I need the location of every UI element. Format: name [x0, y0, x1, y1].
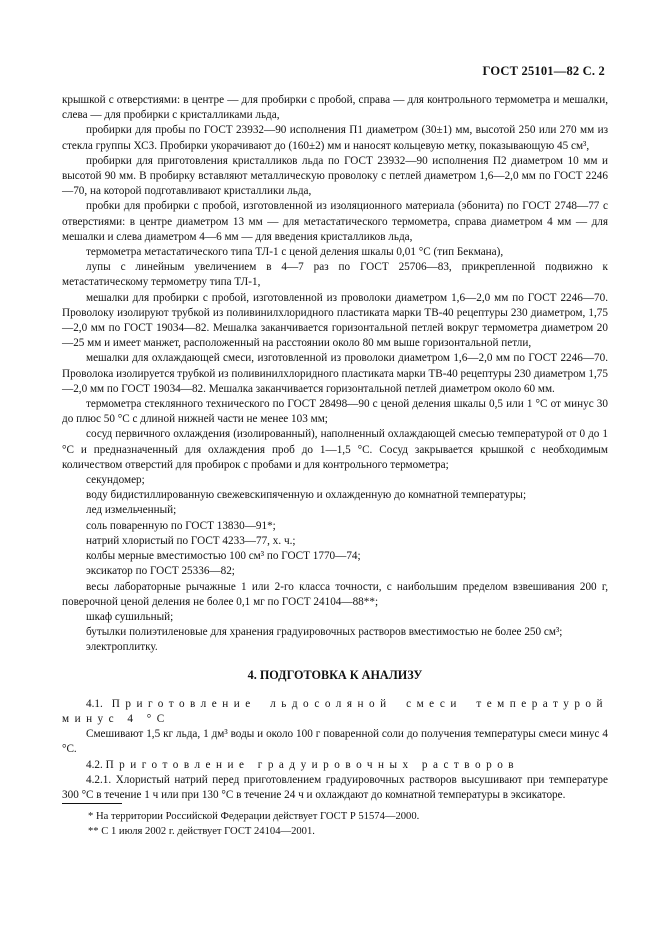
footnotes: [62, 803, 608, 839]
paragraph: термометра метастатического типа ТЛ-1 с ценой деления шкалы 0,01 °С (тип Бекмана),: [86, 246, 504, 259]
footnote: * На территории Российской Федерации действует ГОСТ Р 51574—2000.: [88, 811, 420, 822]
subsection-4-1-heading: [62, 697, 608, 727]
section-title: 4. ПОДГОТОВКА К АНАЛИЗУ: [247, 667, 423, 682]
paragraph: натрий хлористый по ГОСТ 4233—77, х. ч.;: [86, 534, 296, 547]
page-header: ГОСТ 25101—82 С. 2: [482, 64, 605, 78]
paragraph: соль поваренную по ГОСТ 13830—91*;: [86, 519, 276, 532]
subsection-number: 4.2.: [86, 758, 103, 771]
paragraph: термометра стеклянного технического по ГОСТ 28498—90 с ценой деления шкалы 0,5 или 1 °С от минус 30 до плюс 50 °С с длиной нижней части не менее 103 мм;: [62, 398, 608, 426]
paragraph: воду бидистиллированную свежевскипяченную и охлажденную до комнатной температуры;: [86, 489, 527, 502]
subsection-number: 4.1.: [86, 697, 103, 710]
paragraph: лупы с линейным увеличением в 4—7 раз по ГОСТ 25706—83, прикрепленной подвижно к метастатическому термометру типа ТЛ-1,: [62, 261, 608, 289]
paragraph: 4.2.1. Хлористый натрий перед приготовлением градуировочных растворов высушивают при температуре 300 °С в течение 1 ч или при 130 °С в течение 24 ч и охлаждают до комнатной температуры в эксикаторе.: [62, 773, 608, 801]
paragraph: мешалки для охлаждающей смеси, изготовленной из проволоки диаметром 1,6—2,0 мм по ГОСТ 2246—70. Проволока изолируется трубкой из поливинилхлоридного пластиката марки ТВ-40 рецептуры 230 диаметром 1,75—2,0 мм по ГОСТ 19034—82. Мешалка заканчивается горизонтальной петлей диаметром около 60 мм.: [62, 352, 608, 395]
paragraph: бутылки полиэтиленовые для хранения градуировочных растворов вместимостью не более 250 см³;: [86, 626, 563, 639]
paragraph: Смешивают 1,5 кг льда, 1 дм³ воды и около 100 г поваренной соли до получения температуры смеси минус 4 °С.: [62, 728, 608, 756]
paragraph: лед измельченный;: [86, 504, 177, 517]
paragraph: шкаф сушильный;: [86, 610, 174, 623]
paragraph: мешалки для пробирки с пробой, изготовленной из проволоки диаметром 1,6—2,0 мм по ГОСТ 2246—70. Проволоку изолируют трубкой из поливинилхлоридного пластиката марки ТВ-40 рецептуры 230 диаметром, 1,75—2,0 мм по ГОСТ 19034—82. Мешалка заканчивается горизонтальной петлей вокруг термометра диаметром 20—25 мм и имеет манжет, расположенный на расстоянии около 80 мм выше горизонтальной петли,: [62, 291, 608, 350]
paragraph: крышкой с отверстиями: в центре — для пробирки с пробой, справа — для контрольного термометра и мешалки, слева — для пробирки с кристалликами льда,: [62, 94, 608, 122]
document-body: [62, 93, 608, 803]
paragraph: сосуд первичного охлаждения (изолированный), наполненный охлаждающей смесью температурой от 0 до 1 °С и предназначенный для охлаждения проб до 1—1,5 °С. Сосуд закрывается крышкой с необходимым количеством отверстий для пробирок с пробами и для контрольного термометра;: [62, 428, 608, 471]
paragraph: электроплитку.: [86, 641, 158, 654]
paragraph: пробирки для приготовления кристалликов льда по ГОСТ 23932—90 исполнения П2 диаметром 10 мм и высотой 90 мм. В пробирку вставляют металлическую проволоку с петлей диаметром 1,6—2,0 мм по ГОСТ 2246—70, на которой подготавливают кристаллики льда,: [62, 154, 608, 198]
subsection-4-2-heading: [62, 758, 608, 773]
paragraph: пробки для пробирки с пробой, изготовленной из изоляционного материала (эбонита) по ГОСТ 2748—77 с отверстиями: в центре диаметром 13 мм — для метастатического термометра, справа диаметром 4 мм — для мешалки и слева диаметром 4—6 мм — для введения кристалликов льда,: [62, 200, 608, 243]
footnote-divider: [62, 803, 122, 804]
paragraph: весы лабораторные рычажные 1 или 2-го класса точности, с наибольшим пределом взвешивания 200 г, поверочной ценой деления не более 0,1 мг по ГОСТ 24104—88**;: [62, 580, 608, 608]
paragraph: эксикатор по ГОСТ 25336—82;: [86, 565, 235, 578]
subsection-title: Приготовление льдосоляной смеси температурой минус 4 °С: [62, 697, 608, 725]
subsection-title: Приготовление градуировочных растворов: [105, 758, 520, 771]
footnote: ** С 1 июля 2002 г. действует ГОСТ 24104—2001.: [88, 825, 315, 837]
paragraph: пробирки для пробы по ГОСТ 23932—90 исполнения П1 диаметром (30±1) мм, высотой 250 или 270 мм из стекла группы ХСЗ. Пробирки укорачивают до (160±2) мм и наносят кольцевую метку, показывающую 45 см³,: [62, 124, 608, 152]
paragraph: колбы мерные вместимостью 100 см³ по ГОСТ 1770—74;: [86, 550, 361, 563]
paragraph: секундомер;: [86, 474, 145, 487]
